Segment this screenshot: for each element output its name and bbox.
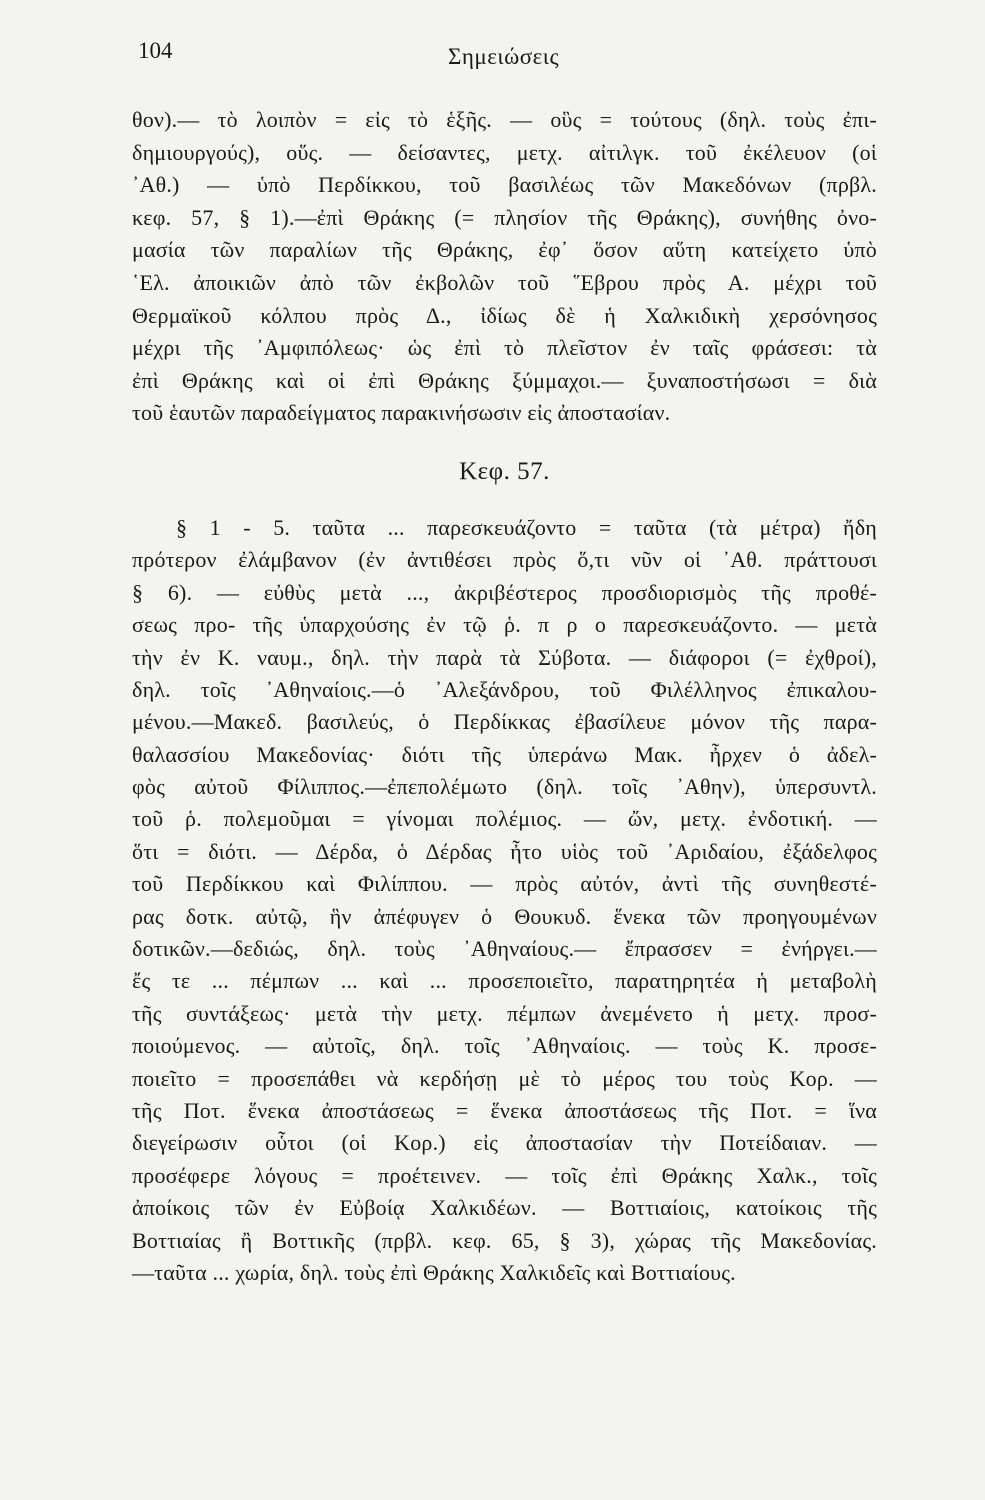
page-header — [138, 38, 873, 78]
text-line: διεγείρωσιν οὗτοι (οἱ Κορ.) εἰς ἀποστασίαν τὴν Ποτείδαιαν. — — [132, 1130, 877, 1156]
text-line: μέχρι τῆς ᾿Αμφιπόλεως· ὡς ἐπὶ τὸ πλεῖστον ἐν ταῖς φράσεσι: τὰ — [132, 335, 877, 361]
text-line: μασία τῶν παραλίων τῆς Θράκης, ἐφ᾿ ὅσον αὕτη κατείχετο ὑπὸ — [132, 237, 877, 263]
text-line: ρας δοτκ. αὐτῷ, ἣν ἀπέφυγεν ὁ Θουκυδ. ἕνεκα τῶν προηγουμένων — [132, 903, 877, 929]
text-line: τοῦ Περδίκκου καὶ Φιλίππου. — πρὸς αὐτόν, ἀντὶ τῆς συνηθεστέ- — [132, 871, 877, 897]
text-line: δοτικῶν.—δεδιώς, δηλ. τοὺς ᾿Αθηναίους.— ἔπρασσεν = ἐνήργει.— — [132, 936, 877, 962]
text-line: δηλ. τοῖς ᾿Αθηναίοις.—ὁ ᾿Αλεξάνδρου, τοῦ Φιλέλληνος ἐπικαλου- — [132, 676, 877, 702]
text-line: ποιούμενος. — αὐτοῖς, δηλ. τοῖς ᾿Αθηναίοις. — τοὺς Κ. προσε- — [132, 1033, 877, 1059]
text-line: ἔς τε ... πέμπων ... καὶ ... προσεποιεῖτο, παρατηρητέα ἡ μεταβολὴ — [132, 968, 877, 994]
section-heading: Κεφ. 57. — [459, 457, 550, 485]
text-line: τῆς Ποτ. ἕνεκα ἀποστάσεως = ἕνεκα ἀποστάσεως τῆς Ποτ. = ἵνα — [132, 1097, 877, 1123]
text-line: ποιεῖτο = προσεπάθει νὰ κερδήσῃ μὲ τὸ μέρος του τοὺς Κορ. — — [132, 1065, 877, 1091]
text-line: φὸς αὐτοῦ Φίλιππος.—ἐπεπολέμωτο (δηλ. τοῖς ᾿Αθην), ὑπερσυντλ. — [132, 774, 877, 800]
text-line: θον).— τὸ λοιπὸν = εἰς τὸ ἑξῆς. — οὓς = τούτους (δηλ. τοὺς ἐπι- — [132, 107, 877, 132]
text-line: Βοττιαίας ἢ Βοττικῆς (πρβλ. κεφ. 65, § 3), χώρας τῆς Μακεδονίας. — [132, 1227, 877, 1253]
text-line: τοῦ ἑαυτῶν παραδείγματος παρακινήσωσιν εἰς ἀποστασίαν. — [132, 400, 671, 426]
text-line: Θερμαϊκοῦ κόλπου πρὸς Δ., ἰδίως δὲ ἡ Χαλκιδικὴ χερσόνησος — [132, 302, 877, 328]
text-line: τοῦ ῥ. πολεμοῦμαι = γίνομαι πολέμιος. — ὤν, μετχ. ἐνδοτική. — — [132, 806, 877, 832]
text-line: θαλασσίου Μακεδονίας· διότι τῆς ὑπεράνω Μακ. ἦρχεν ὁ ἀδελ- — [132, 741, 877, 767]
text-line: πρότερον ἐλάμβανον (ἐν ἀντιθέσει πρὸς ὅ,τι νῦν οἱ ᾿Αθ. πράττουσι — [132, 547, 877, 573]
text-line: τὴν ἐν Κ. ναυμ., δηλ. τὴν παρὰ τὰ Σύβοτα. — διάφοροι (= ἐχθροί), — [132, 644, 877, 670]
page-number: 104 — [138, 38, 173, 63]
text-line: μένου.—Μακεδ. βασιλεύς, ὁ Περδίκκας ἐβασίλευε μόνον τῆς παρα- — [132, 709, 877, 735]
intro-paragraph — [132, 104, 877, 430]
text-line: ἐπὶ Θράκης καὶ οἱ ἐπὶ Θράκης ξύμμαχοι.— ξυναποστήσωσι = διὰ — [132, 367, 877, 393]
text-line: τῆς συντάξεως· μετὰ τὴν μετχ. πέμπων ἀνεμένετο ἡ μετχ. προσ- — [132, 1000, 877, 1026]
text-line: § 1 - 5. ταῦτα ... παρεσκευάζοντο = ταῦτα (τὰ μέτρα) ἤδη — [176, 514, 877, 540]
text-line: ῾Ελ. ἀποικιῶν ἀπὸ τῶν ἐκβολῶν τοῦ ῞Εβρου πρὸς Α. μέχρι τοῦ — [132, 269, 877, 295]
text-line: προσέφερε λόγους = προέτεινεν. — τοῖς ἐπὶ Θράκης Χαλκ., τοῖς — [132, 1162, 877, 1188]
text-line: ὅτι = διότι. — Δέρδα, ὁ Δέρδας ἦτο υἱὸς τοῦ ᾿Αριδαίου, ἐξάδελφος — [132, 838, 877, 864]
text-line: δημιουργούς), οὕς. — δείσαντες, μετχ. αἰτιλγκ. τοῦ ἐκέλευον (οἱ — [132, 139, 877, 165]
text-line: κεφ. 57, § 1).—ἐπὶ Θράκης (= πλησίον τῆς Θράκης), συνήθης ὀνο- — [132, 204, 877, 230]
running-head: Σημειώσεις — [448, 44, 560, 69]
text-line: ᾿Αθ.) — ὑπὸ Περδίκκου, τοῦ βασιλέως τῶν Μακεδόνων (πρβλ. — [132, 172, 877, 198]
body-text — [132, 104, 877, 1289]
section-paragraph — [132, 512, 877, 1289]
text-line: σεως προ- τῆς ὑπαρχούσης ἐν τῷ ῥ. π ρ ο παρεσκευάζοντο. — μετὰ — [132, 612, 877, 638]
text-line: § 6). — εὐθὺς μετὰ ..., ἀκριβέστερος προσδιορισμὸς τῆς προθέ- — [132, 579, 877, 605]
text-line: ἀποίκοις τῶν ἐν Εὐβοίᾳ Χαλκιδέων. — Βοττιαίοις, κατοίκοις τῆς — [132, 1195, 877, 1221]
text-line: —ταῦτα ... χωρία, δηλ. τοὺς ἐπὶ Θράκης Χαλκιδεῖς καὶ Βοττιαίους. — [132, 1259, 736, 1285]
